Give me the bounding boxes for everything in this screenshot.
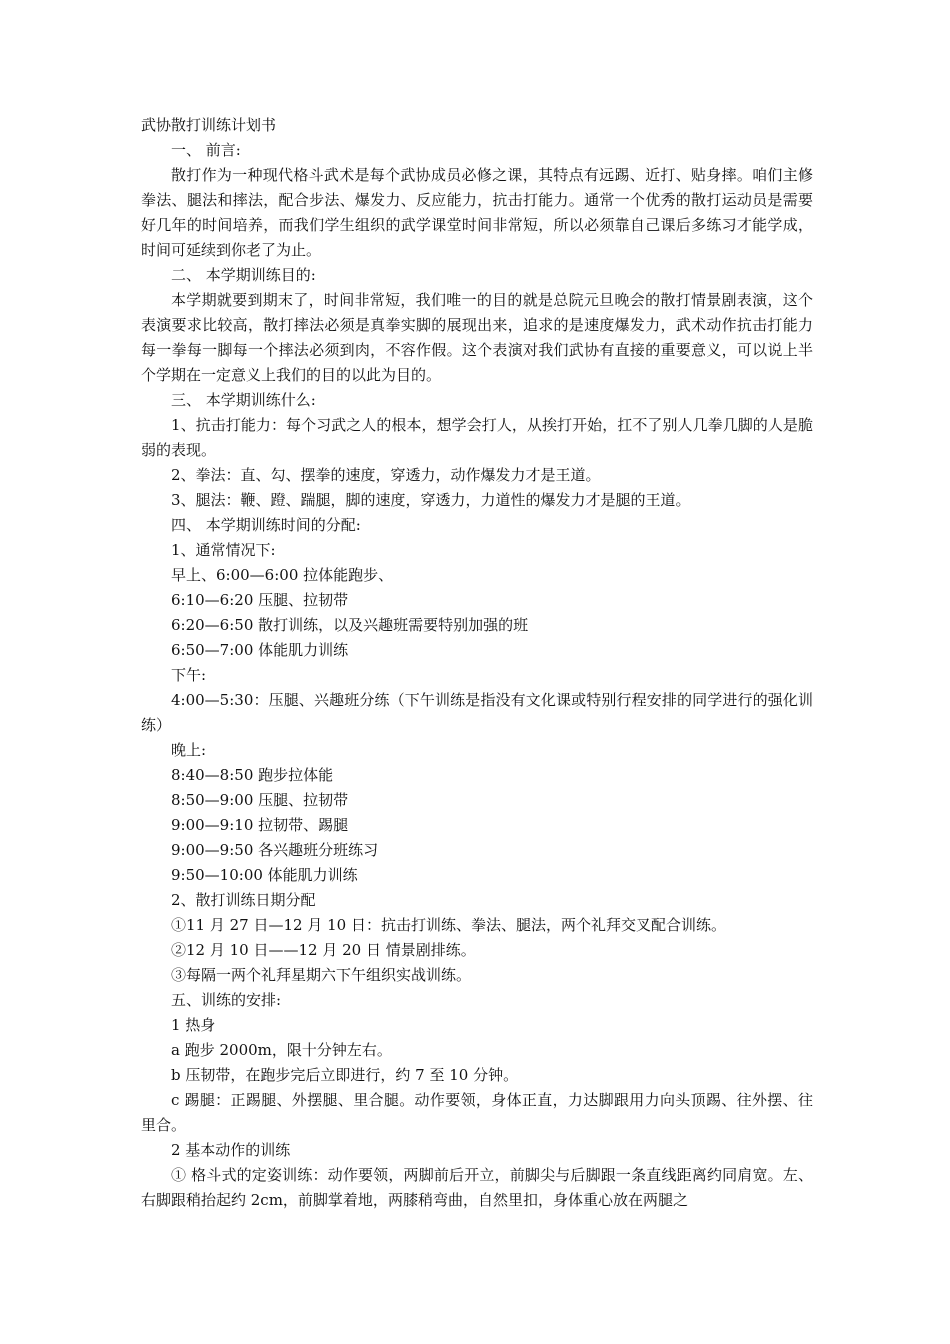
paragraph: 9:00—9:10 拉韧带、踢腿 xyxy=(171,816,349,834)
paragraph: 本学期就要到期末了，时间非常短，我们唯一的目的就是总院元旦晚会的散打情景剧表演，这个表演要求比较高，散打摔法必须是真拳实脚的展现出来，追求的是速度爆发力，武术动作抗击打能力每一拳每一脚每一个摔法必须到肉，不容作假。这个表演对我们武协有直接的重要意义，可以说上半个学期在一定意义上我们的目的以此为目的。 xyxy=(141,291,813,384)
paragraph: ②12 月 10 日——12 月 20 日 情景剧排练。 xyxy=(171,941,476,959)
paragraph: 2、拳法：直、勾、摆拳的速度，穿透力，动作爆发力才是王道。 xyxy=(171,466,601,484)
paragraph: 二、 本学期训练目的: xyxy=(171,266,316,284)
paragraph-list xyxy=(141,138,813,1213)
paragraph: 1、通常情况下: xyxy=(171,541,276,559)
document-title: 武协散打训练计划书 xyxy=(141,116,277,134)
paragraph: 9:50—10:00 体能肌力训练 xyxy=(171,866,358,884)
paragraph: 早上、6:00—6:00 拉体能跑步、 xyxy=(171,566,394,584)
paragraph: c 踢腿：正踢腿、外摆腿、里合腿。动作要领，身体正直，力达脚跟用力向头顶踢、往外摆、往里合。 xyxy=(141,1091,813,1134)
paragraph: 2、散打训练日期分配 xyxy=(171,891,316,909)
paragraph: 8:40—8:50 跑步拉体能 xyxy=(171,766,334,784)
paragraph: 2 基本动作的训练 xyxy=(171,1141,291,1159)
paragraph: 3、腿法：鞭、蹬、踹腿，脚的速度，穿透力，力道性的爆发力才是腿的王道。 xyxy=(171,491,691,509)
paragraph: 1 热身 xyxy=(171,1016,216,1034)
paragraph: ③每隔一两个礼拜星期六下午组织实战训练。 xyxy=(171,966,472,984)
paragraph: 五、训练的安排: xyxy=(171,991,282,1009)
paragraph: 8:50—9:00 压腿、拉韧带 xyxy=(171,791,349,809)
paragraph: 三、 本学期训练什么: xyxy=(171,391,316,409)
paragraph: 四、 本学期训练时间的分配: xyxy=(171,516,361,534)
paragraph: ① 格斗式的定姿训练：动作要领，两脚前后开立，前脚尖与后脚跟一条直线距离约同肩宽。左、右脚跟稍抬起约 2cm，前脚掌着地，两膝稍弯曲，自然里扣，身体重心放在两腿之 xyxy=(141,1166,813,1209)
paragraph: b 压韧带，在跑步完后立即进行，约 7 至 10 分钟。 xyxy=(171,1066,519,1084)
paragraph: 6:10—6:20 压腿、拉韧带 xyxy=(171,591,349,609)
paragraph: 4:00—5:30：压腿、兴趣班分练（下午训练是指没有文化课或特别行程安排的同学进行的强化训练） xyxy=(141,691,813,734)
document-body xyxy=(141,113,813,1213)
paragraph: a 跑步 2000m，限十分钟左右。 xyxy=(171,1041,392,1059)
paragraph: 6:50—7:00 体能肌力训练 xyxy=(171,641,349,659)
paragraph: 一、 前言: xyxy=(171,141,241,159)
paragraph: 1、抗击打能力：每个习武之人的根本，想学会打人，从挨打开始，扛不了别人几拳几脚的人是脆弱的表现。 xyxy=(141,416,813,459)
paragraph: ①11 月 27 日—12 月 10 日：抗击打训练、拳法、腿法，两个礼拜交叉配合训练。 xyxy=(171,916,726,934)
paragraph: 6:20—6:50 散打训练，以及兴趣班需要特别加强的班 xyxy=(171,616,529,634)
paragraph: 散打作为一种现代格斗武术是每个武协成员必修之课，其特点有远踢、近打、贴身摔。咱们主修拳法、腿法和摔法，配合步法、爆发力、反应能力，抗击打能力。通常一个优秀的散打运动员是需要好几年的时间培养，而我们学生组织的武学课堂时间非常短，所以必须靠自己课后多练习才能学成，时间可延续到你老了为止。 xyxy=(141,166,813,259)
paragraph: 9:00—9:50 各兴趣班分班练习 xyxy=(171,841,379,859)
paragraph: 下午: xyxy=(171,666,207,684)
paragraph: 晚上: xyxy=(171,741,207,759)
